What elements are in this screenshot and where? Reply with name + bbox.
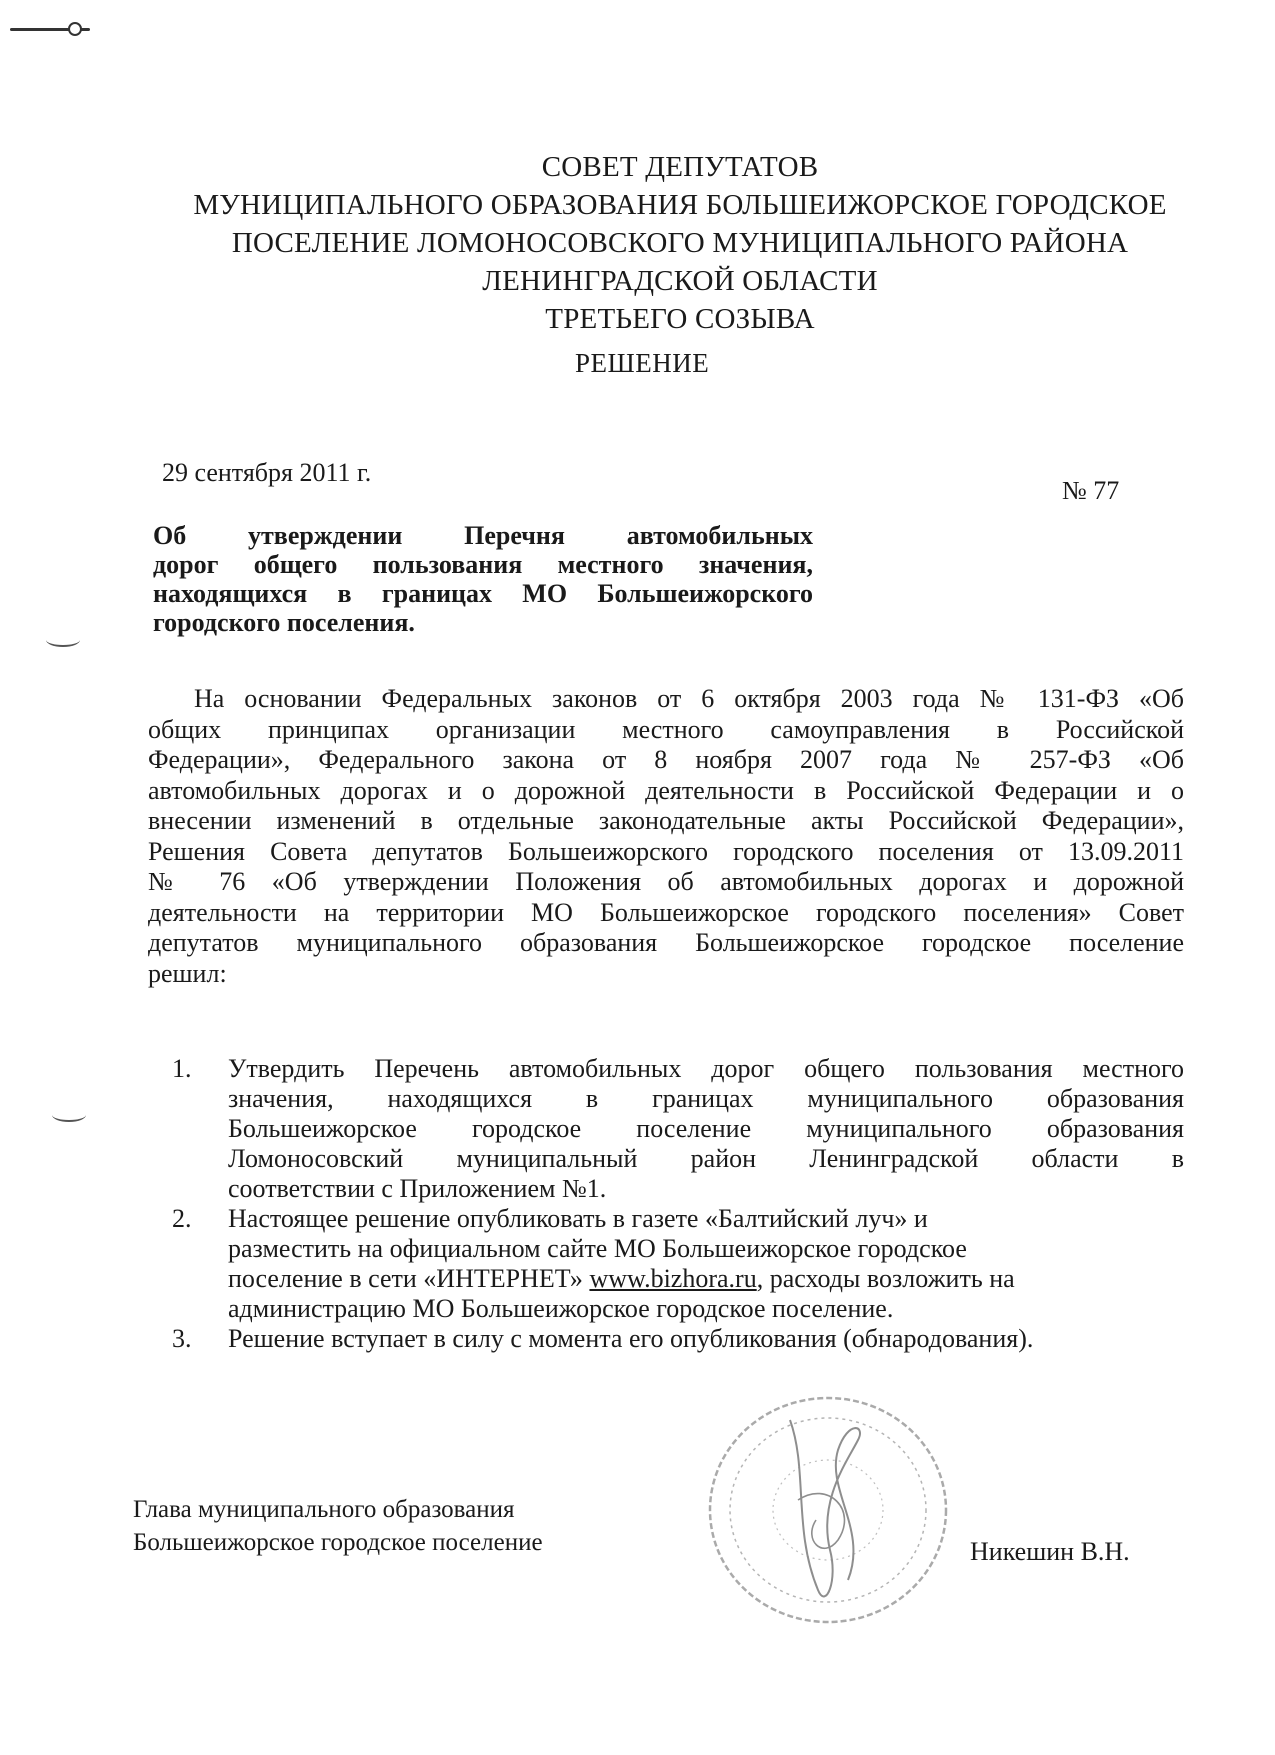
official-stamp-with-signature xyxy=(698,1380,958,1640)
document-number: № 77 xyxy=(1062,476,1120,505)
document-subject xyxy=(153,521,813,637)
item-number: 3. xyxy=(172,1324,192,1353)
subject-line: Об утверждении Перечня автомобильных xyxy=(153,521,813,550)
item-text xyxy=(228,1054,1184,1204)
item-line: Утвердить Перечень автомобильных дорог общего пользования местного xyxy=(228,1054,1184,1083)
item-line: Ломоносовский муниципальный район Ленинградской области в xyxy=(228,1144,1184,1173)
item-line-text: , расходы возложить на xyxy=(756,1264,1015,1293)
position-line: Глава муниципального образования xyxy=(133,1496,515,1523)
item-text xyxy=(228,1204,1058,1324)
signatory-name: Никешин В.Н. xyxy=(970,1537,1130,1566)
item-line: администрацию МО Большеижорское городское поселение. xyxy=(228,1294,894,1323)
item-line: Настоящее решение опубликовать в газете «Балтийский луч» и xyxy=(228,1204,928,1233)
list-item xyxy=(172,1204,1184,1324)
position-line: Большеижорское городское поселение xyxy=(133,1529,543,1556)
item-line-text: поселение в сети «ИНТЕРНЕТ» xyxy=(228,1264,590,1293)
preamble-line: № 76 «Об утверждении Положения об автомобильных дорогах и дорожной xyxy=(148,867,1184,896)
preamble-line: автомобильных дорогах и о дорожной деятельности в Российской Федерации и о xyxy=(148,775,1184,805)
scanner-clip-mark xyxy=(10,28,90,31)
punch-hole-mark xyxy=(46,633,80,647)
document-date: 29 сентября 2011 г. xyxy=(162,458,372,487)
website-link[interactable]: www.bizhora.ru xyxy=(589,1264,757,1293)
header-line: ПОСЕЛЕНИЕ ЛОМОНОСОВСКОГО МУНИЦИПАЛЬНОГО РАЙОНА xyxy=(231,227,1129,259)
preamble-line: Решения Совета депутатов Большеижорского городского поселения от 13.09.2011 xyxy=(148,836,1184,866)
list-item xyxy=(172,1054,1184,1204)
item-line: Большеижорское городское поселение муниципального образования xyxy=(228,1114,1184,1143)
document-type-title: РЕШЕНИЕ xyxy=(575,348,710,378)
header-line: ЛЕНИНГРАДСКОЙ ОБЛАСТИ xyxy=(482,265,878,297)
item-line: Решение вступает в силу с момента его опубликования (обнародования). xyxy=(228,1324,1034,1353)
preamble-line: решил: xyxy=(148,958,227,988)
item-line xyxy=(228,1264,1058,1294)
subject-line: находящихся в границах МО Большеижорского xyxy=(153,579,813,608)
preamble-line: На основании Федеральных законов от 6 октября 2003 года № 131-ФЗ «Об xyxy=(194,684,1184,713)
header-line: МУНИЦИПАЛЬНОГО ОБРАЗОВАНИЯ БОЛЬШЕИЖОРСКОЕ ГОРОДСКОЕ xyxy=(193,189,1167,221)
preamble-line: депутатов муниципального образования Большеижорское городское поселение xyxy=(148,928,1184,957)
signatory-position xyxy=(133,1493,543,1559)
subject-line: дорог общего пользования местного значения, xyxy=(153,550,813,579)
preamble-paragraph xyxy=(148,684,1184,989)
item-text xyxy=(228,1324,1184,1354)
list-item xyxy=(172,1324,1184,1354)
preamble-line: внесении изменений в отдельные законодательные акты Российской Федерации», xyxy=(148,806,1184,835)
item-line: значения, находящихся в границах муниципального образования xyxy=(228,1084,1184,1113)
preamble-line: деятельности на территории МО Большеижорское городского поселения» Совет xyxy=(148,897,1184,927)
decision-items-list xyxy=(172,1054,1184,1354)
item-line: соответствии с Приложением №1. xyxy=(228,1174,607,1203)
item-number: 1. xyxy=(172,1054,192,1083)
preamble-line: общих принципах организации местного самоуправления в Российской xyxy=(148,714,1184,744)
item-number: 2. xyxy=(172,1204,192,1233)
document-header xyxy=(150,148,1210,338)
header-line: ТРЕТЬЕГО СОЗЫВА xyxy=(545,303,815,335)
preamble-line: Федерации», Федерального закона от 8 ноября 2007 года № 257-ФЗ «Об xyxy=(148,745,1184,774)
subject-line: городского поселения. xyxy=(153,608,415,637)
punch-hole-mark xyxy=(52,1108,86,1122)
item-line: разместить на официальном сайте МО Большеижорское городское xyxy=(228,1234,967,1263)
header-line: СОВЕТ ДЕПУТАТОВ xyxy=(541,151,819,183)
